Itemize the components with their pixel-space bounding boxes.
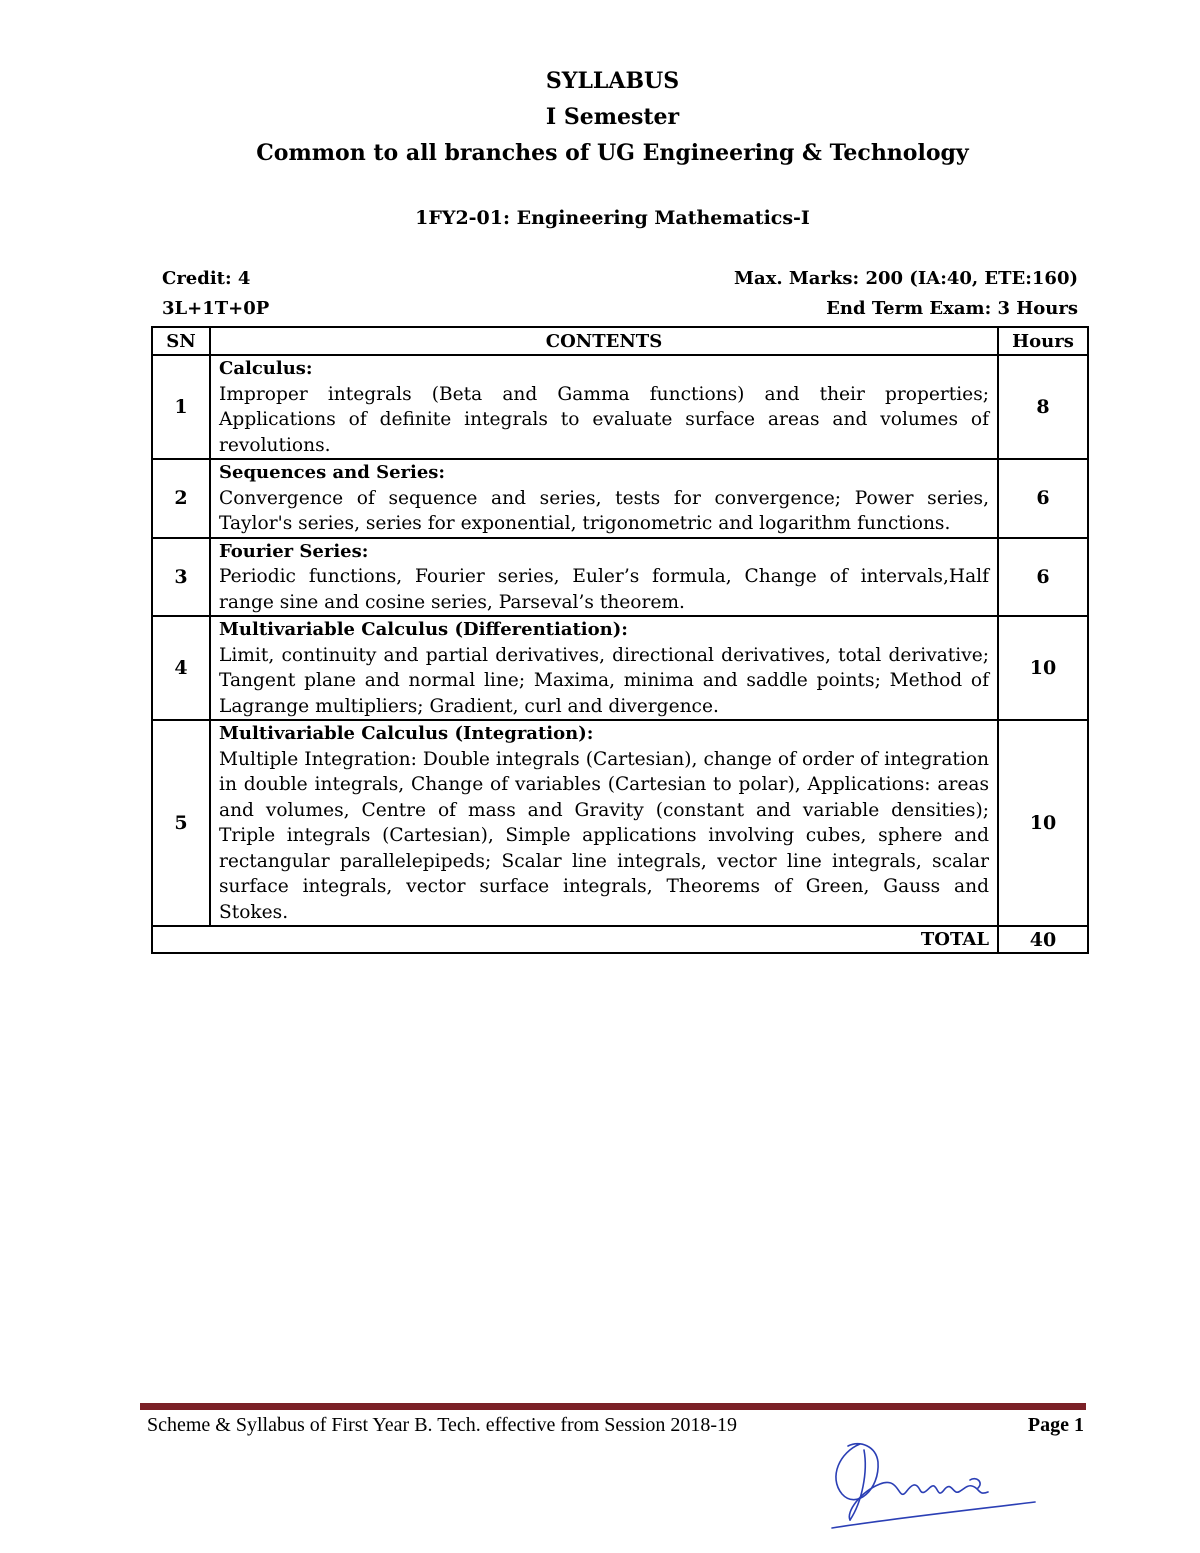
syllabus-table <box>151 326 1089 954</box>
row-sn: 1 <box>152 355 210 459</box>
row-contents <box>210 355 998 459</box>
signature-stroke <box>849 1482 988 1520</box>
table-header-row <box>152 327 1088 355</box>
max-marks-label: Max. Marks: 200 (IA:40, ETE:160) <box>734 268 1078 289</box>
page-title: SYLLABUS <box>545 68 680 94</box>
course-code-title: 1FY2-01: Engineering Mathematics-I <box>415 207 810 229</box>
row-topic: Calculus: <box>219 358 313 379</box>
table-row <box>152 459 1088 538</box>
end-term-label: End Term Exam: 3 Hours <box>826 298 1078 319</box>
credit-label: Credit: 4 <box>162 268 251 289</box>
row-description: Multiple Integration: Double integrals (Cartesian), change of order of integration in double integrals, Change of variables (Cartesian to polar), Applications: areas and volumes, Centre of mass and Gravity (constant and variable densities); Triple integrals (Cartesian), Simple applications involving cubes, sphere and rectangular parallelepipeds; Scalar line integrals, vector line integrals, scalar surface integrals, vector surface integrals, Theorems of Green, Gauss and Stokes. <box>219 748 989 923</box>
row-description: Improper integrals (Beta and Gamma functions) and their properties; Applications of definite integrals to evaluate surface areas and volumes of revolutions. <box>219 383 989 456</box>
row-sn: 4 <box>152 616 210 720</box>
row-sn: 5 <box>152 720 210 926</box>
table-row <box>152 355 1088 459</box>
row-topic: Fourier Series: <box>219 540 369 562</box>
signature-stroke <box>836 1444 878 1500</box>
row-sn: 2 <box>152 459 210 538</box>
row-contents <box>210 720 998 926</box>
header-sn: SN <box>152 327 210 355</box>
row-topic: Multivariable Calculus (Differentiation): <box>219 619 628 640</box>
row-contents <box>210 459 998 538</box>
header-hours: Hours <box>998 327 1088 355</box>
signature-stroke <box>850 1450 865 1520</box>
signature-stroke <box>832 1502 1035 1528</box>
row-description: Limit, continuity and partial derivatives, directional derivatives, total derivative; Tangent plane and normal line; Maxima, minima and saddle points; Method of Lagrange multipliers; Gradient, curl and divergence. <box>219 644 989 717</box>
total-label: TOTAL <box>152 926 998 953</box>
row-hours: 6 <box>998 459 1088 538</box>
signature-image <box>820 1432 1050 1532</box>
row-hours: 10 <box>998 720 1088 926</box>
footer-text: Scheme & Syllabus of First Year B. Tech. effective from Session 2018-19 <box>147 1414 738 1436</box>
row-topic: Sequences and Series: <box>219 462 446 483</box>
ltp-label: 3L+1T+0P <box>162 298 270 319</box>
total-row <box>152 926 1088 953</box>
table-row <box>152 720 1088 926</box>
row-hours: 10 <box>998 616 1088 720</box>
branches-heading: Common to all branches of UG Engineering & Technology <box>256 140 969 166</box>
row-description: Periodic functions, Fourier series, Euler’s formula, Change of intervals,Half range sine and cosine series, Parseval’s theorem. <box>219 566 989 613</box>
page-number: Page 1 <box>1027 1414 1084 1436</box>
semester-heading: I Semester <box>545 104 680 130</box>
row-contents <box>210 538 998 617</box>
row-sn: 3 <box>152 538 210 617</box>
row-description: Convergence of sequence and series, tests for convergence; Power series, Taylor's series, series for exponential, trigonometric and logarithm functions. <box>219 487 989 534</box>
header-contents: CONTENTS <box>210 327 998 355</box>
row-hours: 8 <box>998 355 1088 459</box>
table-row <box>152 538 1088 617</box>
row-topic: Multivariable Calculus (Integration): <box>219 723 594 744</box>
total-value: 40 <box>998 926 1088 953</box>
row-hours: 6 <box>998 538 1088 617</box>
row-contents <box>210 616 998 720</box>
table-row <box>152 616 1088 720</box>
footer-rule <box>140 1403 1086 1410</box>
